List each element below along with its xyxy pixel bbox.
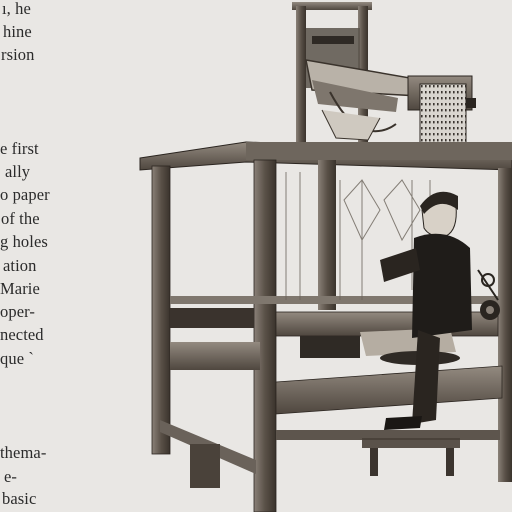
text-line: e- [4, 467, 18, 486]
text-line: que ` [0, 349, 34, 368]
text-line: nected [0, 325, 44, 344]
text-line: Marie [0, 279, 40, 298]
text-line: thema- [0, 443, 47, 462]
text-line: ally [5, 162, 31, 181]
text-line: ı, he [2, 0, 31, 18]
warp-threads [286, 172, 430, 300]
ratchet-wheel [478, 270, 500, 320]
text-line: oper- [0, 302, 35, 321]
text-line: hine [3, 22, 32, 41]
text-line: rsion [1, 45, 35, 64]
text-line: of the [1, 209, 40, 228]
text-line: e first [0, 139, 39, 158]
stool [362, 440, 460, 448]
text-line: basic [2, 489, 37, 508]
jacquard-head [292, 2, 476, 156]
text-line: g holes [0, 232, 48, 251]
text-line: ation [3, 256, 37, 275]
text-line: o paper [0, 185, 50, 204]
